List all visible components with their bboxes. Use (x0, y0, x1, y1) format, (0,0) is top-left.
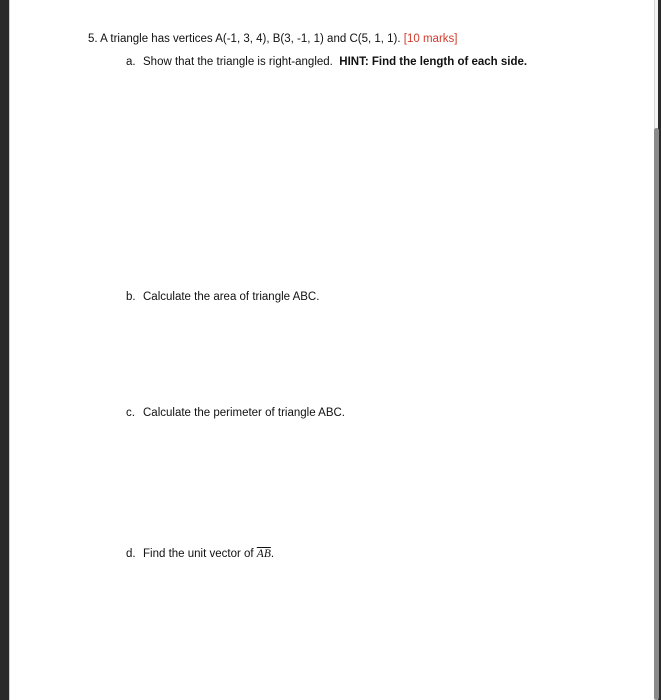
scrollbar-thumb[interactable] (654, 128, 659, 700)
question-number: 5. (88, 33, 98, 45)
part-d-letter: d. (126, 548, 136, 560)
vector-ab: $\overline{AB}$ (256, 548, 271, 560)
question-heading (88, 33, 457, 45)
part-c-letter: c. (126, 407, 135, 419)
part-b-text: Calculate the area of triangle ABC. (143, 291, 320, 303)
question-text: A triangle has vertices A(-1, 3, 4), B(3, -1, 1) and C(5, 1, 1). (100, 33, 401, 45)
part-c-text: Calculate the perimeter of triangle ABC. (143, 407, 345, 419)
part-b (126, 291, 319, 303)
part-a-hint: HINT: Find the length of each side. (339, 56, 528, 68)
part-d (126, 548, 274, 560)
part-a-letter: a. (126, 56, 136, 68)
left-window-border (0, 0, 9, 700)
question-marks: [10 marks] (403, 33, 458, 45)
part-a-text: Show that the triangle is right-angled. (143, 56, 333, 68)
part-c (126, 407, 345, 419)
left-page-edge (9, 0, 10, 700)
part-a (126, 56, 527, 68)
part-d-end: . (270, 548, 275, 560)
part-d-text: Find the unit vector of (143, 548, 254, 560)
part-b-letter: b. (126, 291, 136, 303)
